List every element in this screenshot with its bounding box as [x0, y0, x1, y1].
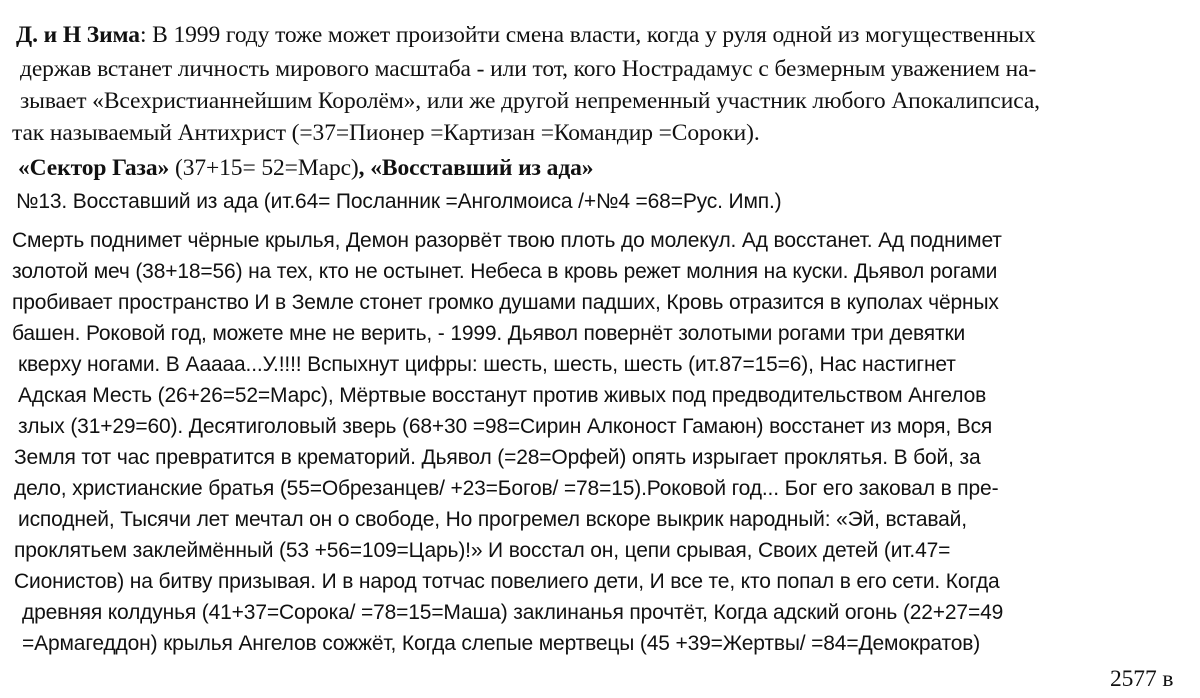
author-name: Д. и Н Зима: [16, 22, 140, 48]
paragraph-line: [16, 20, 1036, 50]
lyrics-line: кверху ногами. В Ааааа...У.!!!! Вспыхнут цифры: шесть, шесть, шесть (ит.87=15=6), Нас настигнет: [18, 353, 956, 376]
paragraph-line: так называемый Антихрист (=37=Пионер =Картизан =Командир =Сороки).: [12, 120, 760, 146]
lyrics-line: Сионистов) на битву призывая. И в народ тотчас повелиего дети, И все те, кто попал в его сети. Когда: [14, 570, 1000, 593]
lyrics-line: пробивает пространство И в Земле стонет громко душами падших, Кровь отразится в куполах чёрных: [12, 291, 999, 314]
song-title: «Восставший из ада»: [370, 155, 594, 181]
heading-comma: ,: [358, 155, 371, 181]
lyrics-line: Смерть поднимет чёрные крылья, Демон разорвёт твою плоть до молекул. Ад восстанет. Ад поднимет: [12, 229, 1002, 252]
song-heading: [18, 153, 593, 183]
lyrics-line: золотой меч (38+18=56) на тех, кто не остынет. Небеса в кровь режет молния на куски. Дьявол рогами: [12, 260, 998, 283]
paragraph-line: держав встанет личность мирового масштаба - или тот, кого Нострадамус с безмерным уважением на-: [20, 56, 1037, 82]
heading-numbers: (37+15= 52=Марс): [169, 155, 359, 181]
page-marker: 2577 в: [1110, 666, 1174, 692]
paragraph-text: : В 1999 году тоже может произойти смена власти, когда у руля одной из могущественных: [139, 22, 1036, 48]
lyrics-line: =Армагеддон) крылья Ангелов сожжёт, Когда слепые мертвецы (45 +39=Жертвы/ =84=Демократов): [22, 632, 981, 655]
lyrics-line: дело, христианские братья (55=Обрезанцев/ +23=Богов/ =78=15).Роковой год... Бог его заковал в пре-: [14, 477, 999, 500]
lyrics-line: злых (31+29=60). Десятиголовый зверь (68+30 =98=Сирин Алконост Гамаюн) восстанет из моря, Вся: [18, 415, 993, 438]
lyrics-line: проклятьем заклеймённый (53 +56=109=Царь)!» И восстал он, цепи срывая, Своих детей (ит.47=: [14, 539, 951, 562]
lyrics-line: древняя колдунья (41+37=Сорока/ =78=15=Маша) заклинанья прочтёт, Когда адский огонь (22+27=49: [22, 601, 1004, 624]
band-name: «Сектор Газа»: [18, 155, 170, 181]
lyrics-line: Адская Месть (26+26=52=Марс), Мёртвые восстанут против живых под предводительством Ангелов: [18, 384, 987, 407]
lyrics-line: Земля тот час превратится в крематорий. Дьявол (=28=Орфей) опять изрыгает проклятья. В бой, за: [14, 446, 981, 469]
lyrics-line: башен. Роковой год, можете мне не верить, - 1999. Дьявол повернёт золотыми рогами три девятки: [12, 322, 966, 345]
paragraph-line: зывает «Всехристианнейшим Королём», или же другой непременный участник любого Апокалипсиса,: [20, 88, 1040, 114]
song-header: №13. Восставший из ада (ит.64= Посланник =Анголмоиса /+№4 =68=Рус. Имп.): [16, 190, 782, 213]
lyrics-line: исподней, Тысячи лет мечтал он о свободе, Но прогремел вскоре выкрик народный: «Эй, вставай,: [18, 508, 967, 531]
